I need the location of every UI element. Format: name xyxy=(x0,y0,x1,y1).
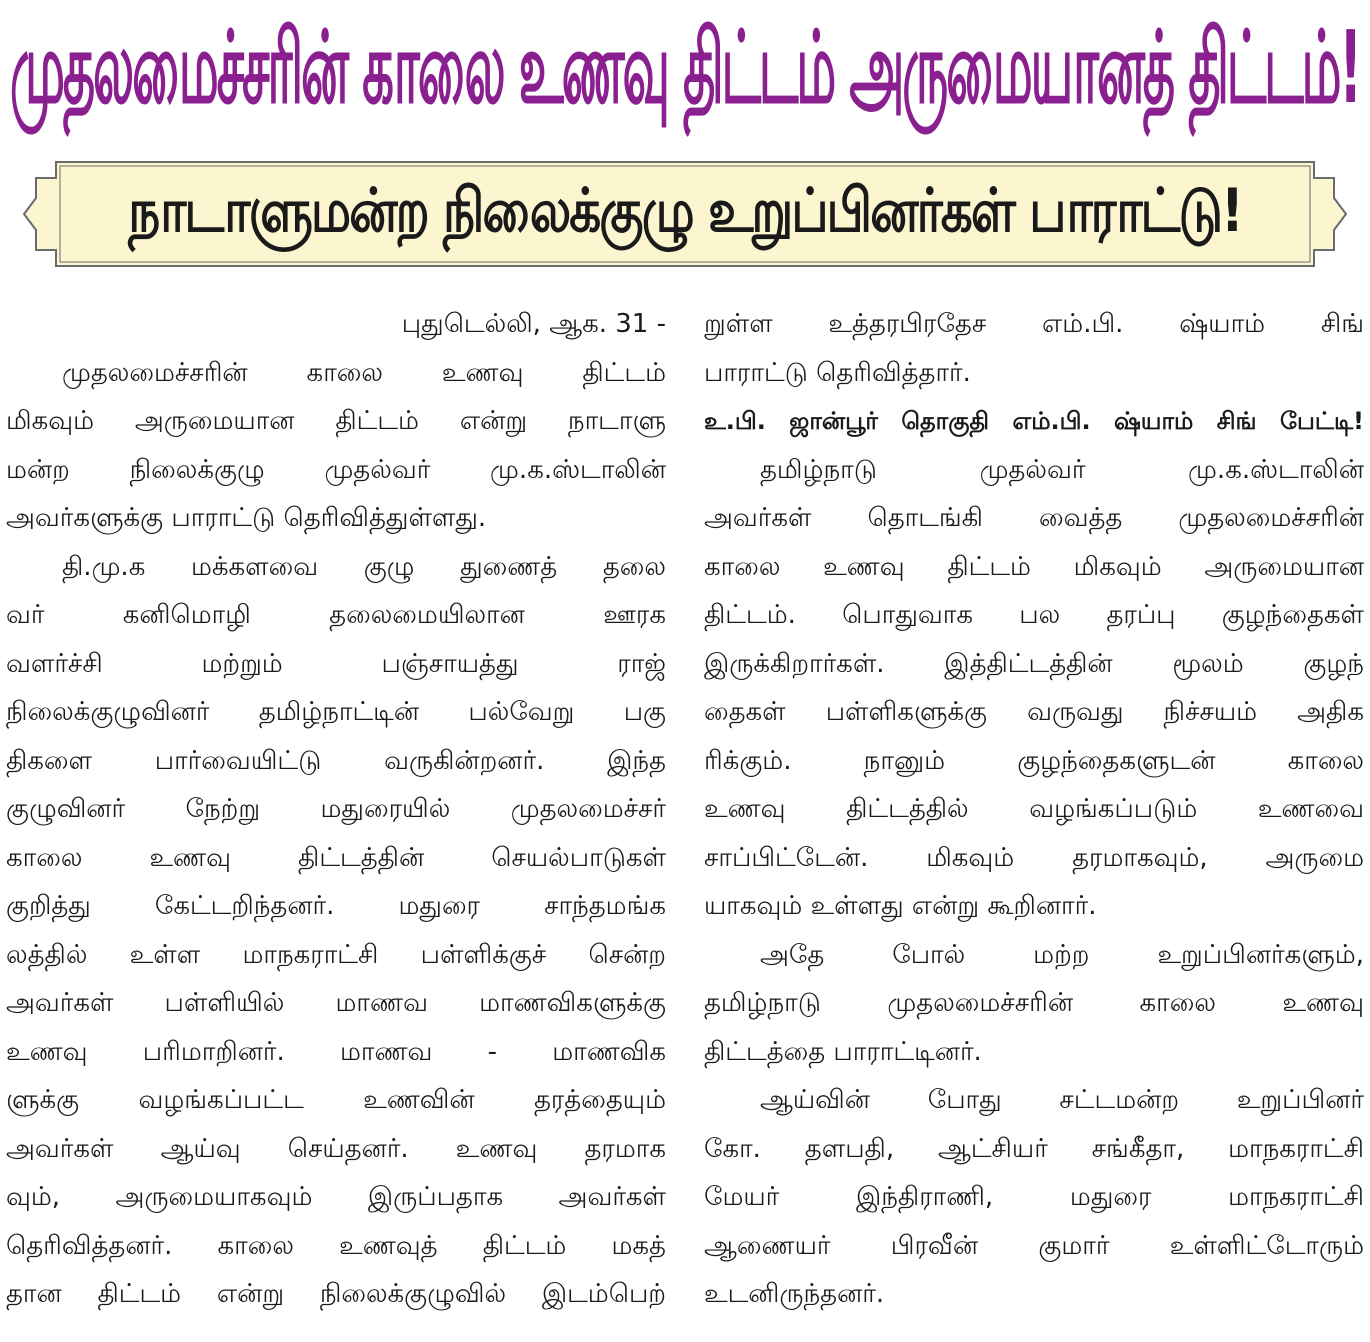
left-column-line: தி.மு.க மக்களவை குழு துணைத் தலை xyxy=(62,551,666,582)
right-column-line: திட்டத்தை பாராட்டினர். xyxy=(704,1036,982,1067)
left-column-line: குறித்து கேட்டறிந்தனர். மதுரை சாந்தமங்க xyxy=(6,891,666,921)
right-column-line: ஆணையர் பிரவீன் குமார் உள்ளிட்டோரும் xyxy=(704,1230,1364,1261)
right-column-line: பாராட்டு தெரிவித்தார். xyxy=(704,357,971,388)
left-column-line: அவர்களுக்கு பாராட்டு தெரிவித்துள்ளது. xyxy=(6,503,487,533)
left-column-line: முதலமைச்சரின் காலை உணவு திட்டம் xyxy=(62,357,666,388)
right-column-line: தமிழ்நாடு முதலமைச்சரின் காலை உணவு xyxy=(704,988,1364,1018)
left-column-line: உணவு பரிமாறினர். மாணவ - மாணவிக xyxy=(6,1036,666,1067)
right-column-line: திட்டம். பொதுவாக பல தரப்பு குழந்தைகள் xyxy=(704,600,1364,630)
left-column-line: தான திட்டம் என்று நிலைக்குழுவில் இடம்பெற் xyxy=(6,1279,666,1309)
right-column-line: உணவு திட்டத்தில் வழங்கப்படும் உணவை xyxy=(704,794,1364,824)
left-column-line: காலை உணவு திட்டத்தின் செயல்பாடுகள் xyxy=(6,842,666,873)
left-column-line: வளர்ச்சி மற்றும் பஞ்சாயத்து ராஜ் xyxy=(6,648,666,679)
right-column-line: தமிழ்நாடு முதல்வர் மு.க.ஸ்டாலின் xyxy=(760,454,1364,485)
left-column-line: ளுக்கு வழங்கப்பட்ட உணவின் தரத்தையும் xyxy=(6,1085,666,1115)
left-column-line: அவர்கள் பள்ளியில் மாணவ மாணவிகளுக்கு xyxy=(6,988,666,1018)
right-column-line: தைகள் பள்ளிகளுக்கு வருவது நிச்சயம் அதிக xyxy=(704,697,1364,727)
article-subheading: உ.பி. ஜான்பூர் தொகுதி எம்.பி. ஷ்யாம் சிங் பேட்டி! xyxy=(704,407,1364,435)
left-column-line: குழுவினர் நேற்று மதுரையில் முதலமைச்சர் xyxy=(6,794,666,824)
left-column-line: மிகவும் அருமையான திட்டம் என்று நாடாளு xyxy=(6,406,666,436)
left-column-line: புதுடெல்லி, ஆக. 31 - xyxy=(401,309,666,339)
right-column-line: ரிக்கும். நானும் குழந்தைகளுடன் காலை xyxy=(704,745,1364,776)
left-column-line: வர் கனிமொழி தலைமையிலான ஊரக xyxy=(6,600,666,630)
left-column-line: திகளை பார்வையிட்டு வருகின்றனர். இந்த xyxy=(6,745,666,776)
right-column-line: சாப்பிட்டேன். மிகவும் தரமாகவும், அருமை xyxy=(704,842,1364,873)
right-column-line: இருக்கிறார்கள். இத்திட்டத்தின் மூலம் குழந் xyxy=(704,648,1364,679)
subheadline: நாடாளுமன்ற நிலைக்குழு உறுப்பினர்கள் பாராட்டு! xyxy=(128,175,1242,245)
left-column-line: லத்தில் உள்ள மாநகராட்சி பள்ளிக்குச் சென்ற xyxy=(6,939,666,970)
right-column-line: உடனிருந்தனர். xyxy=(704,1279,885,1309)
left-column-line: வும், அருமையாகவும் இருப்பதாக அவர்கள் xyxy=(6,1182,666,1212)
left-column-line: தெரிவித்தனர். காலை உணவுத் திட்டம் மகத் xyxy=(6,1230,666,1261)
subheadline-banner xyxy=(22,160,1348,268)
article-column-left xyxy=(6,300,666,1319)
right-column-line: மேயர் இந்திராணி, மதுரை மாநகராட்சி xyxy=(704,1182,1364,1212)
left-column-line: நிலைக்குழுவினர் தமிழ்நாட்டின் பல்வேறு பகு xyxy=(6,697,666,727)
right-column-line: யாகவும் உள்ளது என்று கூறினார். xyxy=(704,891,1097,921)
left-column-line: அவர்கள் ஆய்வு செய்தனர். உணவு தரமாக xyxy=(6,1133,666,1164)
article-column-right xyxy=(704,300,1364,1319)
right-column-line: காலை உணவு திட்டம் மிகவும் அருமையான xyxy=(704,551,1364,582)
headline: முதலமைச்சரின் காலை உணவு திட்டம் அருமையானத் திட்டம்! xyxy=(10,10,1360,127)
right-column-line: கோ. தளபதி, ஆட்சியர் சங்கீதா, மாநகராட்சி xyxy=(704,1133,1364,1164)
right-column-line: றுள்ள உத்தரபிரதேச எம்.பி. ஷ்யாம் சிங் xyxy=(704,309,1364,339)
right-column-line: அதே போல் மற்ற உறுப்பினர்களும், xyxy=(760,939,1364,970)
left-column-line: மன்ற நிலைக்குழு முதல்வர் மு.க.ஸ்டாலின் xyxy=(6,454,666,485)
right-column-line: ஆய்வின் போது சட்டமன்ற உறுப்பினர் xyxy=(760,1085,1364,1115)
right-column-line: அவர்கள் தொடங்கி வைத்த முதலமைச்சரின் xyxy=(704,503,1364,533)
